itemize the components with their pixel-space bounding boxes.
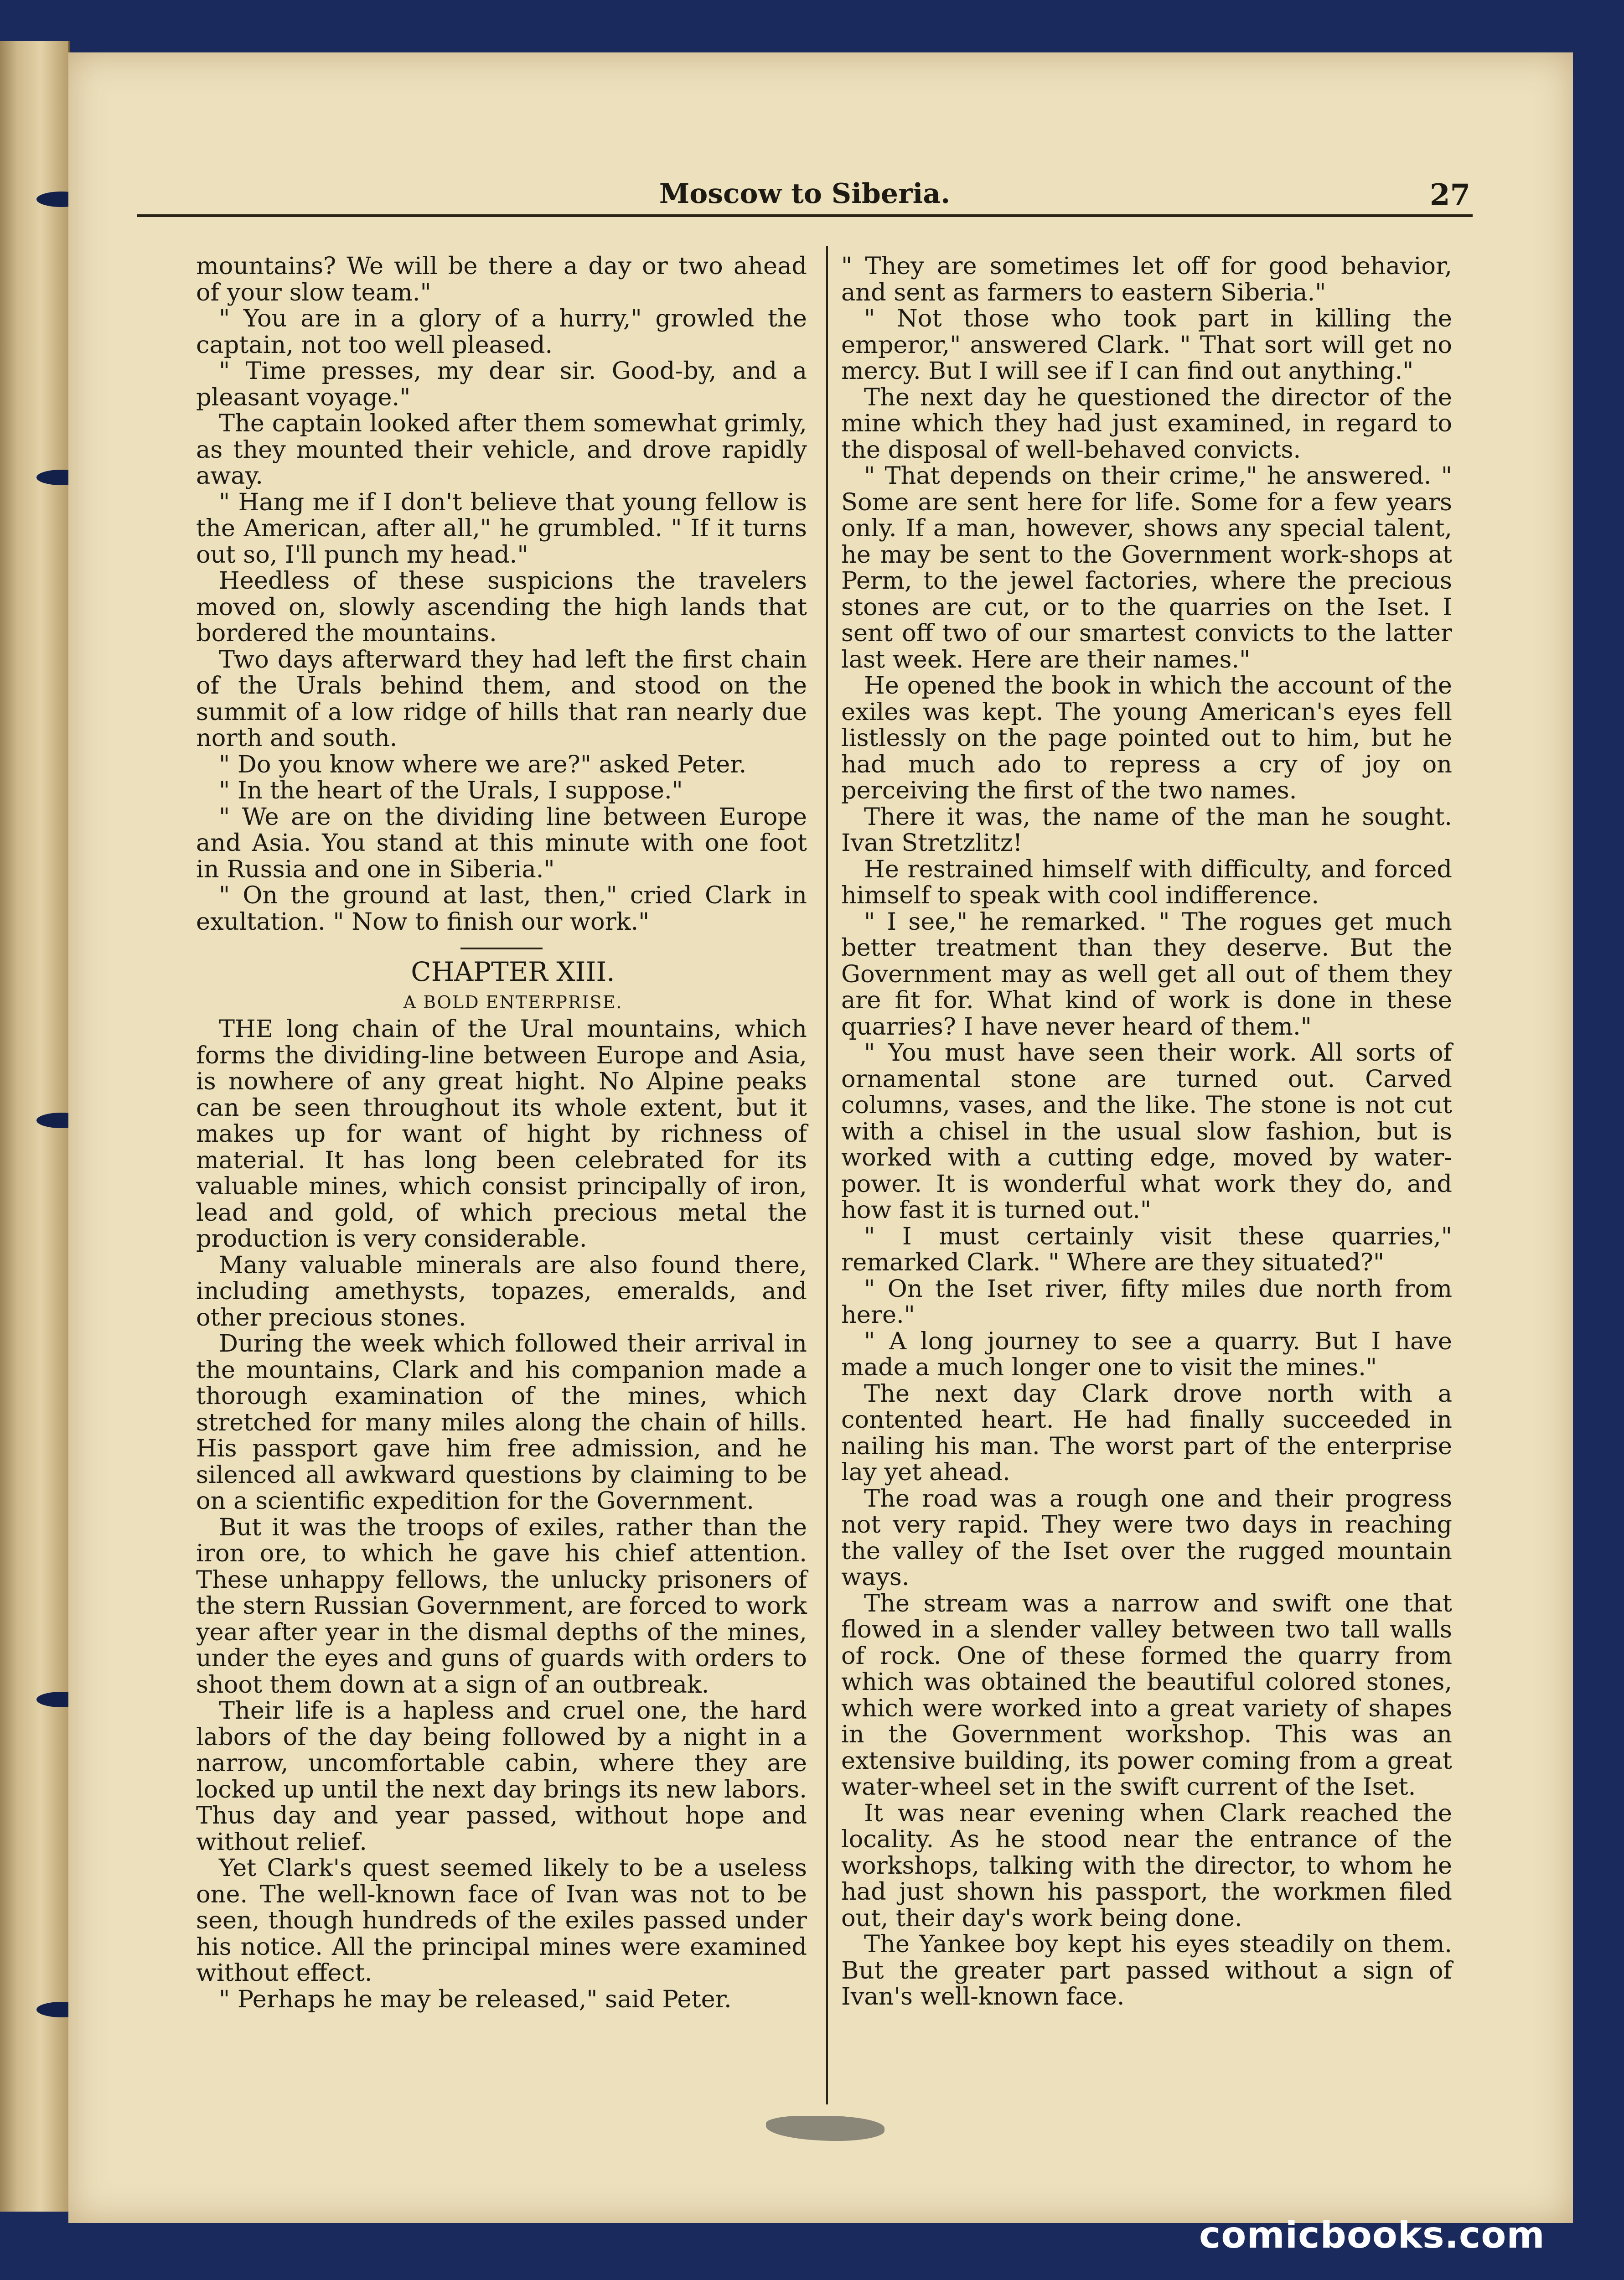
paragraph: The road was a rough one and their progress not very rapid. They were two days in reaching the valley of the Iset over the rugged mountain ways. — [841, 1484, 1452, 1591]
left-column — [196, 253, 807, 2012]
paragraph: During the week which followed their arrival in the mountains, Clark and his companion made a thorough examination of the mines, which stretched for many miles along the chain of hills. His passport gave him free admission, and he silenced all awkward questions by claiming to be on a scientific expedition for the Government. — [196, 1330, 807, 1515]
paragraph: " On the ground at last, then," cried Clark in exultation. " Now to finish our work." — [196, 881, 807, 936]
paragraph: Two days afterward they had left the first chain of the Urals behind them, and stood on the summit of a low ridge of hills that ran nearly due north and south. — [196, 645, 807, 752]
paragraph: It was near evening when Clark reached the locality. As he stood near the entrance of the workshops, talking with the director, to whom he had just shown his passport, the workmen filed out, their day's work being done. — [841, 1799, 1452, 1932]
paragraph: " Not those who took part in killing the emperor," answered Clark. " That sort will get no mercy. But I will see if I can find out anything." — [841, 305, 1452, 385]
paragraph: The stream was a narrow and swift one that flowed in a slender valley between two tall walls of rock. One of these formed the quarry from which was obtained the beautiful colored stones, which were worked into a great variety of shapes in the Government workshop. This was an extensive building, its power coming from a great water-wheel set in the swift current of the Iset. — [841, 1589, 1452, 1801]
paragraph: " You must have seen their work. All sorts of ornamental stone are turned out. Carved columns, vases, and the like. The stone is not cut with a chisel in the usual slow fashion, but is worked with a cutting edge, moved by water-power. It is wonderful what work they do, and how fast it is turned out." — [841, 1039, 1452, 1224]
paragraph: But it was the troops of exiles, rather than the iron ore, to which he gave his chief attention. These unhappy fellows, the unlucky prisoners of the stern Russian Government, are forced to work year after year in the dismal depths of the mines, under the eyes and guns of guards with orders to shoot them down at a sign of an outbreak. — [196, 1513, 807, 1699]
paragraph: THE long chain of the Ural mountains, which forms the dividing-line between Europe and Asia, is nowhere of any great hight. No Alpine peaks can be seen throughout its whole extent, but it makes up for want of hight by richness of material. It has long been celebrated for its valuable mines, which consist principally of iron, lead and gold, of which precious metal the production is very considerable. — [196, 1015, 807, 1253]
paragraph: " We are on the dividing line between Europe and Asia. You stand at this minute with one foot in Russia and one in Siberia." — [196, 803, 807, 883]
paragraph: Yet Clark's quest seemed likely to be a useless one. The well-known face of Ivan was not to be seen, though hundreds of the exiles passed under his notice. All the principal mines were examined without effect. — [196, 1854, 807, 1987]
running-title: Moscow to Siberia. — [659, 178, 951, 210]
paragraph: " A long journey to see a quarry. But I have made a much longer one to visit the mines." — [841, 1327, 1452, 1381]
chapter-subtitle: A BOLD ENTERPRISE. — [403, 992, 623, 1012]
book-spine — [0, 41, 70, 2212]
column-divider — [826, 246, 828, 2104]
paragraph: Many valuable minerals are also found there, including amethysts, topazes, emeralds, and other precious stones. — [196, 1251, 807, 1332]
paragraph: Their life is a hapless and cruel one, the hard labors of the day being followed by a night in a narrow, uncomfortable cabin, where they are locked up until the next day brings its new labors. Thus day and year passed, without hope and without relief. — [196, 1697, 807, 1856]
paragraph: " Hang me if I don't believe that young fellow is the American, after all," he grumbled. " If it turns out so, I'll punch my head." — [196, 488, 807, 569]
chapter-rule — [460, 948, 543, 949]
paragraph: mountains? We will be there a day or two ahead of your slow team." — [196, 252, 807, 306]
paragraph: " I see," he remarked. " The rogues get much better treatment than they deserve. But the Government may as well get all out of them they are fit for. What kind of work is done in these quarries? I have never heard of them." — [841, 907, 1452, 1041]
paragraph: The captain looked after them somewhat grimly, as they mounted their vehicle, and drove rapidly away. — [196, 409, 807, 490]
site-watermark: comicbooks.com — [1199, 2214, 1545, 2256]
paragraph: " I must certainly visit these quarries," remarked Clark. " Where are they situated?" — [841, 1222, 1452, 1276]
page-header — [137, 123, 1473, 217]
paragraph: Heedless of these suspicions the travelers moved on, slowly ascending the high lands that bordered the mountains. — [196, 567, 807, 647]
paragraph: " Do you know where we are?" asked Peter. — [219, 750, 747, 778]
paragraph: " Time presses, my dear sir. Good-by, and a pleasant voyage." — [196, 357, 807, 411]
paragraph: " On the Iset river, fifty miles due north from here." — [841, 1275, 1452, 1329]
paragraph: " You are in a glory of a hurry," growled the captain, not too well pleased. — [196, 305, 807, 359]
paragraph: " That depends on their crime," he answered. " Some are sent here for life. Some for a few years only. If a man, however, shows any special talent, he may be sent to the Government work-shops at Perm, to the jewel factories, where the precious stones are cut, or to the quarries on the Iset. I sent off two of our smartest convicts to the latter last week. Here are their names." — [841, 462, 1452, 674]
paragraph: " They are sometimes let off for good behavior, and sent as farmers to eastern Siberia." — [841, 252, 1452, 306]
page-number: 27 — [1429, 178, 1470, 212]
paragraph: The next day he questioned the director of the mine which they had just examined, in regard to the disposal of well-behaved convicts. — [841, 383, 1452, 464]
paragraph: " Perhaps he may be released," said Peter. — [219, 1985, 732, 2013]
paragraph: He restrained himself with difficulty, and forced himself to speak with cool indifference. — [841, 855, 1452, 909]
paragraph: There it was, the name of the man he sought. Ivan Stretzlitz! — [841, 803, 1452, 857]
paragraph: He opened the book in which the account of the exiles was kept. The young American's eyes fell listlessly on the page pointed out to him, but he had much ado to repress a cry of joy on perceiving the first of the two names. — [841, 672, 1452, 804]
paragraph: The next day Clark drove north with a contented heart. He had finally succeeded in nailing his man. The worst part of the enterprise lay yet ahead. — [841, 1379, 1452, 1486]
right-column — [841, 253, 1452, 2010]
chapter-title: CHAPTER XIII. — [411, 956, 615, 987]
paragraph: " In the heart of the Urals, I suppose." — [219, 777, 683, 804]
paragraph: The Yankee boy kept his eyes steadily on them. But the greater part passed without a sign of Ivan's well-known face. — [841, 1930, 1452, 2011]
